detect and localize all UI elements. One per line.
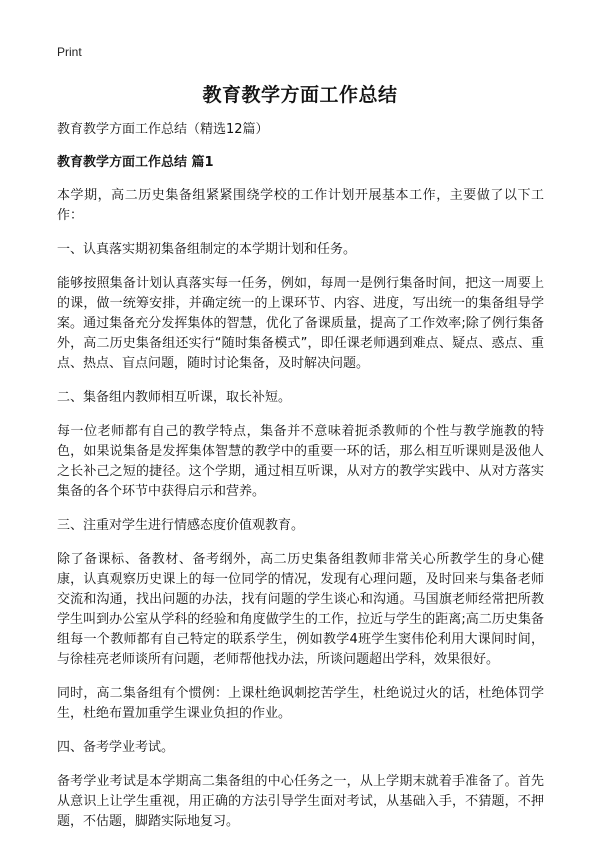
paragraph-heading-4: 四、备考学业考试。	[57, 740, 175, 755]
paragraph-heading-1: 一、认真落实期初集备组制定的本学期计划和任务。	[57, 242, 357, 257]
paragraph-heading-2: 二、集备组内教师相互听课，取长补短。	[57, 390, 292, 405]
section-heading: 教育教学方面工作总结 篇1	[57, 155, 214, 170]
document-subtitle: 教育教学方面工作总结（精选12篇）	[57, 122, 269, 137]
document-title: 教育教学方面工作总结	[202, 84, 398, 106]
paragraph-body-2: 每一位老师都有自己的教学特点，集备并不意味着扼杀教师的个性与教学施教的特色，如果说集备是发挥集体智慧的教学中的重要一环的话，那么相互听课则是汲他人之长补己之短的捷径。这个学期，通过相互听课，从对方的教学实践中、从对方落实集备的各个环节中获得启示和营养。	[57, 424, 544, 499]
document-body	[57, 120, 544, 846]
paragraph-intro: 本学期，高二历史集备组紧紧围绕学校的工作计划开展基本工作，主要做了以下工作：	[57, 188, 544, 223]
paragraph-body-3: 除了备课标、备教材、备考纲外，高二历史集备组教师非常关心所教学生的身心健康，认真观察历史课上的每一位同学的情况，发现有心理问题，及时回来与集备老师交流和沟通，找出问题的办法，找有问题的学生谈心和沟通。马国旗老师经常把所教学生叫到办公室从学科的经验和角度做学生的工作，拉近与学生的距离;高二历史集备组每一个教师都有自己特定的联系学生，例如教学4班学生窦伟伦利用大课间时间，与徐桂亮老师谈所有问题，老师帮他找办法，所谈问题超出学科，效果很好。	[57, 552, 544, 667]
paragraph-body-4: 备考学业考试是本学期高二集备组的中心任务之一，从上学期末就着手准备了。首先从意识上让学生重视，用正确的方法引导学生面对考试，从基础入手，不猜题，不押题，不估题，脚踏实际地复习。	[57, 774, 544, 829]
paragraph-body-3b: 同时，高二集备组有个惯例：上课杜绝讽刺挖苦学生，杜绝说过火的话，杜绝体罚学生，杜绝布置加重学生课业负担的作业。	[57, 686, 544, 721]
paragraph-heading-3: 三、注重对学生进行情感态度价值观教育。	[57, 518, 305, 533]
print-link[interactable]: Print	[57, 45, 82, 59]
paragraph-body-1: 能够按照集备计划认真落实每一任务，例如，每周一是例行集备时间，把这一周要上的课，做一统筹安排，并确定统一的上课环节、内容、进度，写出统一的集备组导学案。通过集备充分发挥集体的智慧，优化了备课质量，提高了工作效率;除了例行集备外，高二历史集备组还实行“随时集备模式”，即任课老师遇到难点、疑点、惑点、重点、热点、盲点问题，随时讨论集备，及时解决问题。	[57, 276, 544, 371]
